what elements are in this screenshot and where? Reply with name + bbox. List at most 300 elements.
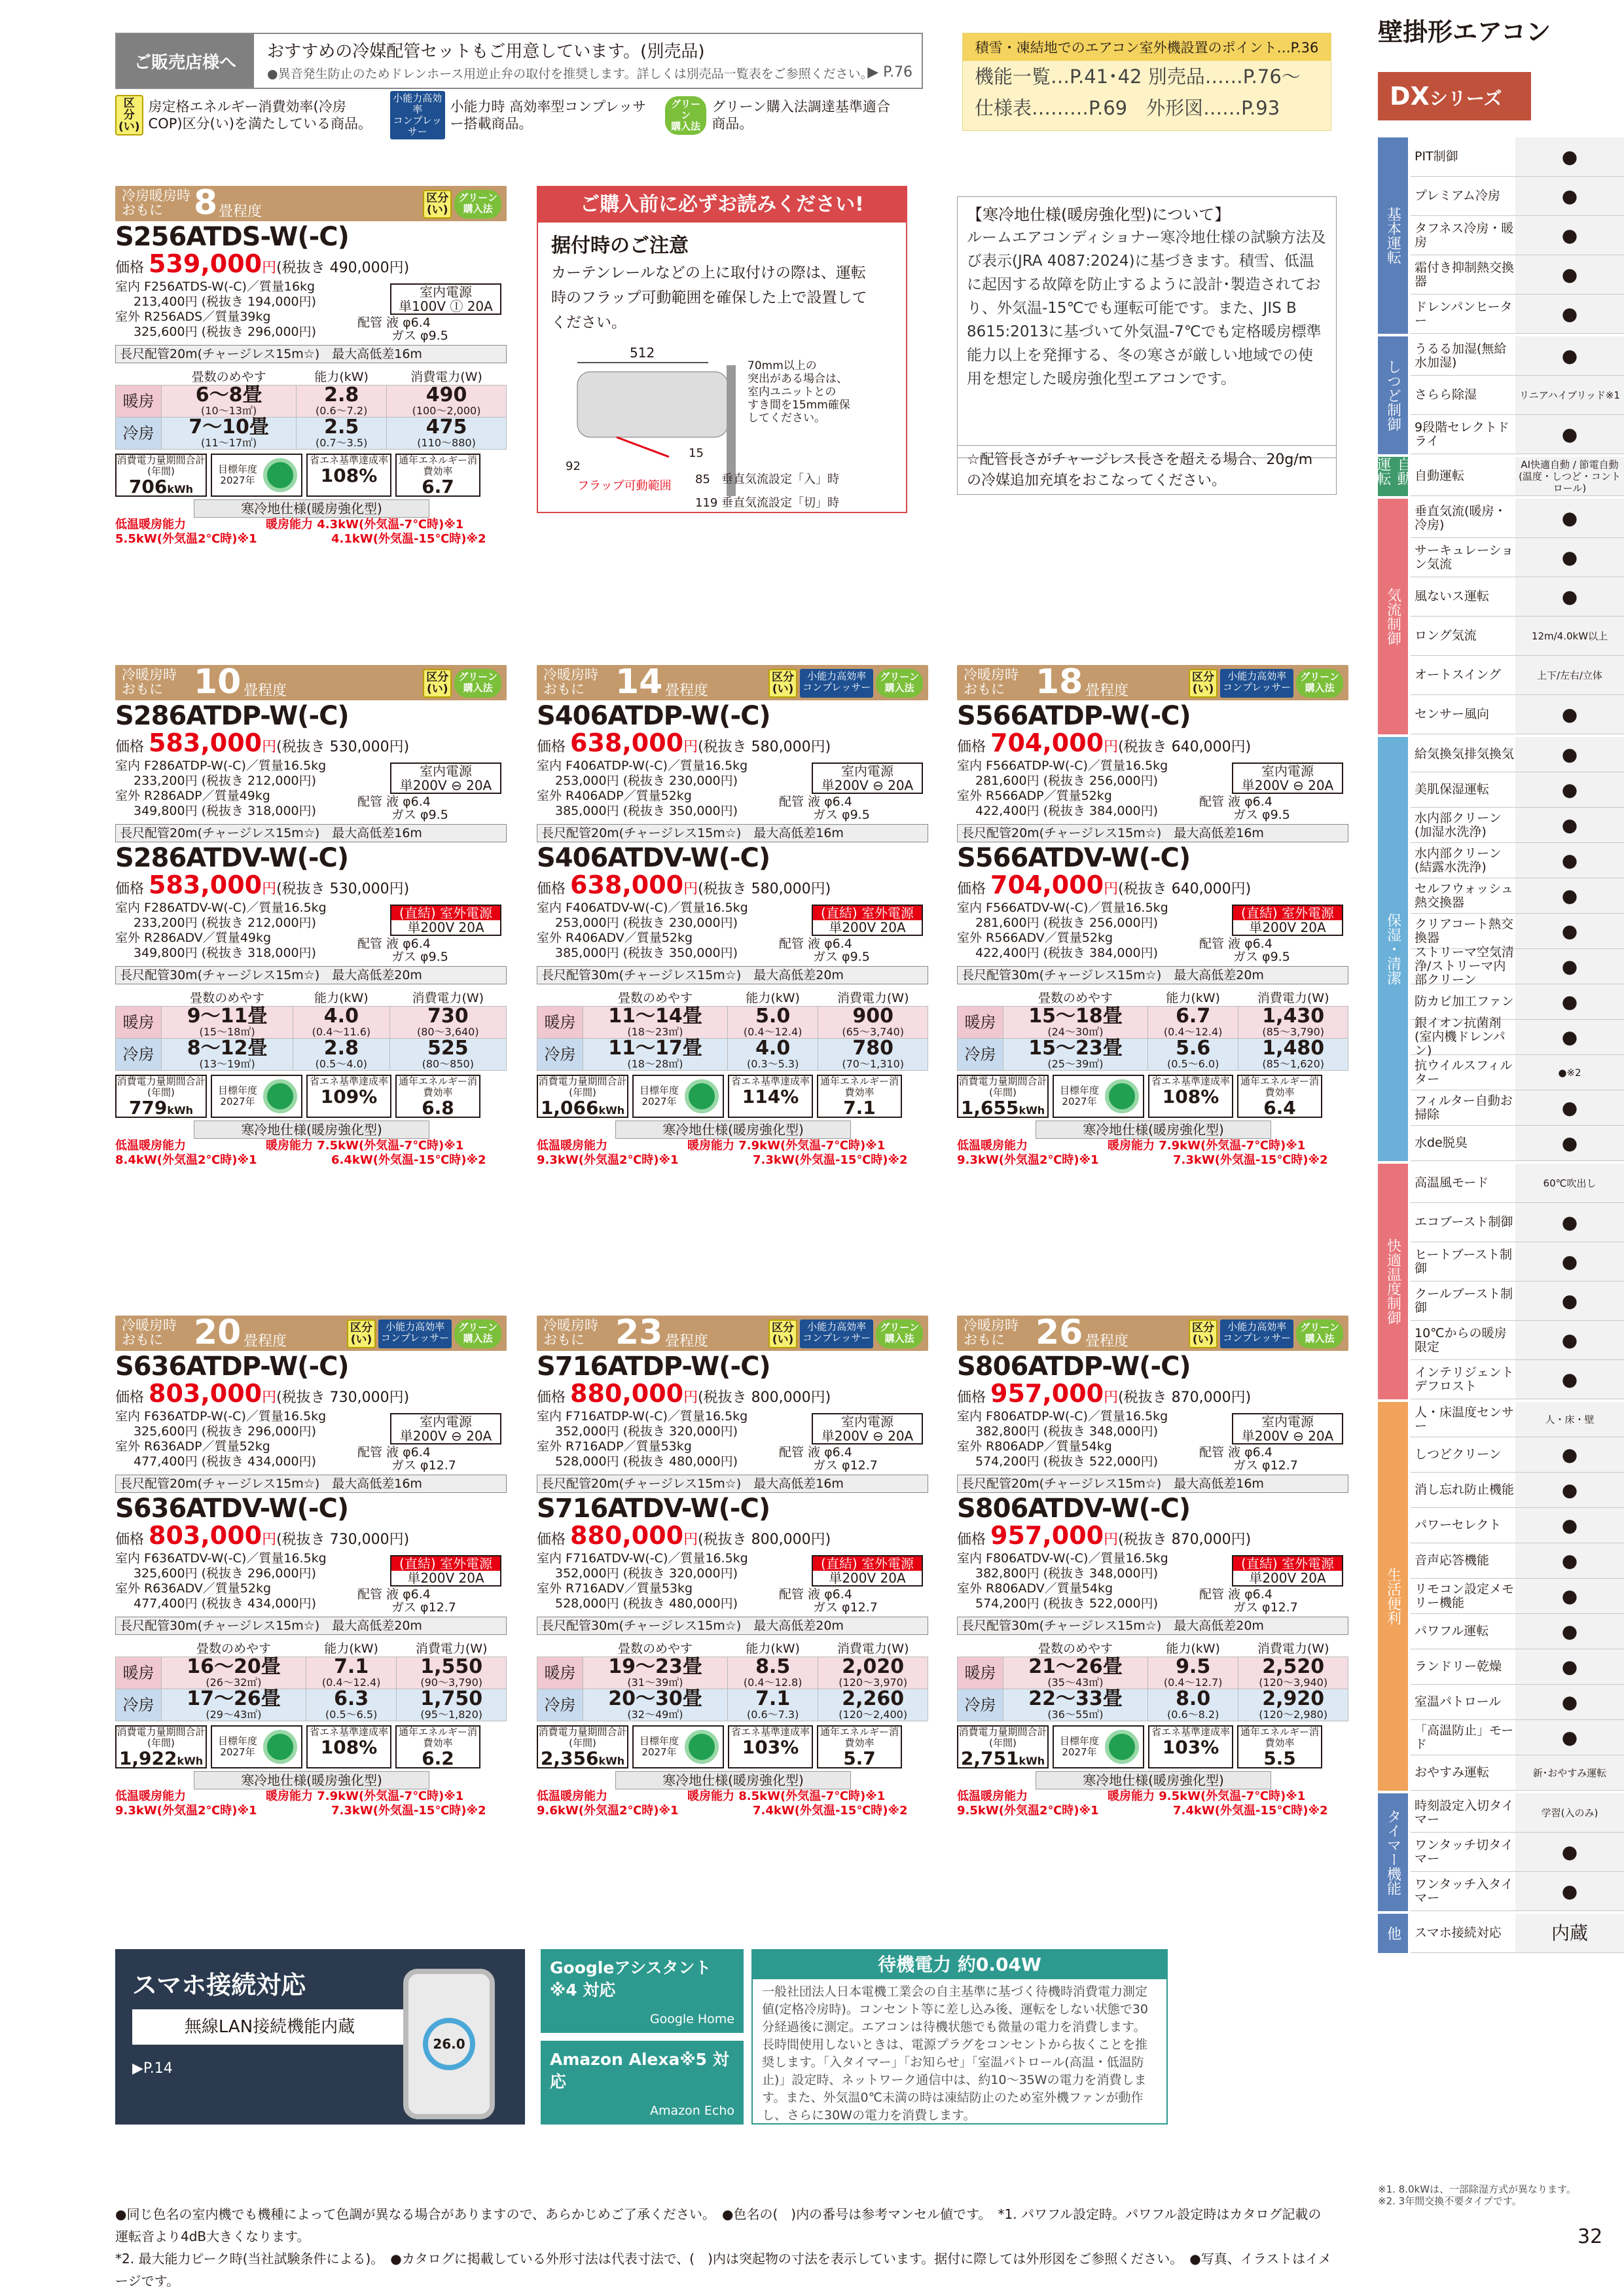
feature-category [1378, 1914, 1624, 1953]
cell-main: 1,550 [420, 1655, 483, 1678]
cell-main: 8.5 [755, 1655, 791, 1678]
cell-range: (0.6〜7.3) [746, 1708, 799, 1721]
feature-name: 垂直気流(暖房・冷房) [1415, 503, 1507, 532]
cell-main: 7〜10畳 [189, 416, 269, 439]
feature-row [1411, 538, 1624, 577]
price-label: 価格 [537, 1390, 570, 1406]
feature-name: 風ないス運転 [1415, 589, 1490, 603]
category-label: 他 [1378, 1914, 1408, 1953]
cell-range: (0.5〜6.0) [1166, 1058, 1219, 1070]
table-cell [1147, 1007, 1238, 1039]
spec-line: 253,000円 (税抜き 230,000円) [555, 916, 738, 930]
feature-name: セルフウォッシュ熱交換器 [1415, 881, 1513, 910]
product-card [537, 662, 928, 1170]
app-title: スマホ接続対応 [132, 1971, 306, 2000]
feature-value: ● [1515, 1649, 1624, 1684]
rate-unit: % [359, 1736, 378, 1758]
feature-row [1411, 1614, 1624, 1649]
price-line [115, 728, 507, 759]
kwh-unit: kWh [1019, 1755, 1045, 1767]
feature-row [1411, 1833, 1624, 1872]
spec-line: 室外 R636ADV／質量52kg [115, 1581, 272, 1596]
rate-number: 103 [1162, 1736, 1201, 1758]
ref-row[interactable]: 機能一覧…P.41･42 別売品……P.76〜 [975, 65, 1301, 88]
spec-line: 室外 R716ADV／質量53kg [537, 1581, 693, 1596]
kwh-label: 消費電力量期間合計(年間) [958, 1075, 1047, 1098]
cell-main: 19〜23畳 [608, 1655, 702, 1678]
feature-name: しつどクリーン [1415, 1447, 1502, 1462]
kwh-value [117, 1749, 206, 1771]
cell-main: 7.1 [755, 1687, 791, 1710]
spec-line: 室内 F636ATDP-W(-C)／質量16.5kg [115, 1409, 327, 1424]
cell-main: 2,920 [1262, 1687, 1325, 1710]
spec-line: 422,400円 (税抜き 384,000円) [975, 804, 1159, 818]
spec-block [537, 1409, 928, 1472]
feature-value: ● [1515, 415, 1624, 454]
model-name: S406ATDP-W(-C) [537, 701, 770, 731]
cool-mode-label: 冷房 [537, 1039, 583, 1071]
cell-main: 525 [427, 1037, 469, 1060]
price-line [115, 249, 507, 279]
annual-kwh [537, 1725, 628, 1768]
cell-range: (26〜32㎡) [206, 1676, 262, 1689]
card-heading [543, 668, 598, 696]
price-value: 704,000 [990, 728, 1104, 757]
model-name: S406ATDV-W(-C) [537, 843, 770, 873]
feature-name: パワーセレクト [1415, 1518, 1502, 1532]
feature-row [1411, 1164, 1624, 1203]
kwh-label: 消費電力量期間合計(年間) [117, 454, 206, 477]
flap-on-label: 垂直気流設定「入」時 [721, 473, 839, 486]
power-head: (直結) 室外電源 [1233, 1556, 1342, 1571]
feature-name: 音声応答機能 [1415, 1553, 1490, 1568]
price-yen: 円 [1104, 739, 1119, 755]
product-card [115, 1313, 507, 1821]
feature-name: 「高温防止」モード [1415, 1723, 1514, 1751]
kubun-badge: 区分 (い) [423, 669, 452, 698]
target-year-text: 目標年度2027年 [639, 1085, 679, 1107]
table-cell [583, 1657, 728, 1689]
low-temp-capacity [115, 1139, 507, 1170]
price-value: 957,000 [990, 1521, 1104, 1550]
pipe-length-row: 長尺配管20m(チャージレス15m☆) 最大高低差16m [115, 824, 507, 842]
spec-line: 室外 R286ADV／質量49kg [115, 931, 272, 945]
price-value: 638,000 [570, 870, 684, 899]
kwh-number: 2,751 [960, 1748, 1019, 1769]
card-heading [122, 1318, 177, 1347]
dealer-ref-link[interactable]: ▶ P.76 [867, 64, 912, 81]
power-source [812, 1413, 923, 1444]
pipe-label: 配管 [779, 795, 808, 809]
green-badge: グリーン 購入法 [876, 669, 923, 698]
cool-row [116, 1039, 507, 1071]
rate-value [1149, 1087, 1232, 1107]
cell-main: 15〜18畳 [1028, 1005, 1123, 1028]
feature-value: ● [1515, 949, 1624, 984]
energy-row [115, 1725, 507, 1768]
table-cell [297, 386, 387, 418]
spec-line: 室外 R566ADV／質量52kg [957, 931, 1113, 945]
dim-512: 512 [630, 345, 655, 361]
feature-value: ● [1515, 1090, 1624, 1125]
energy-row [957, 1725, 1348, 1768]
feature-row [1411, 1793, 1624, 1833]
heading-line1: 冷暖房時 [964, 1318, 1019, 1333]
feature-row [1411, 695, 1624, 734]
low-temp-capacity [115, 518, 507, 549]
pipe-liquid: 液 φ6.4 [1228, 1587, 1272, 1602]
cell-range: (85〜3,790) [1262, 1026, 1325, 1038]
price-label: 価格 [957, 739, 990, 755]
achievement-rate [1148, 1075, 1233, 1118]
kwh-label: 消費電力量期間合計(年間) [117, 1075, 206, 1098]
product-card [115, 183, 507, 549]
rate-label: 省エネ基準達成率 [309, 1075, 388, 1087]
price-tax: (税抜き 530,000円) [276, 881, 410, 897]
apf [1237, 1725, 1322, 1768]
kwh-value [958, 1098, 1047, 1121]
model-name: S806ATDV-W(-C) [957, 1494, 1191, 1524]
achievement-rate [306, 1075, 391, 1118]
spec-block [115, 279, 507, 342]
feature-row [1411, 1720, 1624, 1755]
dim-85: 85 [695, 473, 710, 486]
feature-row [1411, 656, 1624, 695]
spec-line: 325,600円 (税抜き 296,000円) [134, 325, 317, 339]
kwh-unit: kWh [177, 1755, 204, 1767]
price-line [115, 870, 507, 901]
table-cell [387, 386, 507, 418]
pipe-liquid: 液 φ6.4 [386, 1587, 431, 1602]
feature-value: ● [1515, 1126, 1624, 1160]
spec-line: 室外 R406ADV／質量52kg [537, 931, 693, 945]
feature-name: センサー風向 [1415, 707, 1490, 721]
dealer-line2: ●異音発生防止のためドレンホース用逆止弁の取付を推奨します。詳しくは別売品一覧表をご参照ください。 [267, 67, 873, 81]
cell-range: (0.6〜7.2) [315, 404, 368, 417]
category-label: 基本運転 [1378, 137, 1408, 334]
low-cap-value: 8.4kW(外気温2℃時)※1 [115, 1153, 257, 1167]
price-value: 803,000 [149, 1521, 262, 1550]
heat-cap-2: 7.3kW(外気温-15℃時)※2 [1173, 1153, 1328, 1167]
price-yen: 円 [262, 739, 277, 755]
table-cell [583, 1689, 728, 1721]
page-reference-box [962, 33, 1331, 131]
pipe-spec [357, 795, 501, 821]
rate-value [308, 1738, 390, 1757]
feature-category [1378, 137, 1624, 334]
series-suffix: シリーズ [1429, 88, 1502, 109]
price-line [537, 1521, 928, 1551]
feature-row [1411, 1242, 1624, 1282]
table-col-head: 消費電力(W) [1257, 1641, 1329, 1656]
kwh-unit: kWh [167, 1104, 194, 1117]
power-val: 単200V 20A [829, 1570, 906, 1586]
price-line [115, 1379, 507, 1409]
low-cap-value: 9.6kW(外気温2℃時)※1 [537, 1804, 679, 1818]
feature-value: ● [1515, 1242, 1624, 1281]
feature-row [1411, 1508, 1624, 1543]
rate-label: 省エネ基準達成率 [309, 454, 388, 466]
green-badge: グリーン 購入法 [665, 96, 706, 135]
heat-cap-2: 7.3kW(外気温-15℃時)※2 [331, 1804, 486, 1818]
heat-cap-1: 暖房能力 9.5kW(外気温-7℃時)※1 [1108, 1789, 1306, 1803]
pipe-spec [779, 795, 923, 821]
rate-number: 108 [320, 465, 359, 486]
feature-name: 10℃からの暖房限定 [1415, 1325, 1507, 1354]
heat-cap-1: 暖房能力 8.5kW(外気温-7℃時)※1 [687, 1789, 886, 1803]
power-source [390, 283, 501, 315]
annual-kwh [957, 1075, 1049, 1118]
spec-line: 室内 F286ATDV-W(-C)／質量16.5kg [115, 901, 327, 915]
pipe-length-row: 長尺配管30m(チャージレス15m☆) 最大高低差20m [537, 1617, 928, 1635]
heat-cap-1: 暖房能力 7.9kW(外気温-7℃時)※1 [1108, 1139, 1306, 1153]
kwh-number: 1,922 [118, 1748, 177, 1769]
spec-line: 349,800円 (税抜き 318,000円) [134, 804, 317, 818]
feature-name: サーキュレーション気流 [1415, 543, 1514, 571]
spec-line: 室内 F566ATDP-W(-C)／質量16.5kg [957, 759, 1168, 773]
achievement-rate [306, 454, 391, 497]
feature-row [1411, 1203, 1624, 1242]
rate-value [729, 1087, 812, 1107]
feature-row [1411, 376, 1624, 415]
pipe-spec [779, 1446, 923, 1472]
legend-text: グリーン購入法調達基準適合商品。 [712, 99, 890, 132]
table-col-head: 能力(kW) [324, 1641, 378, 1656]
cool-row [116, 418, 507, 450]
cold-spec-label: 寒冷地仕様(暖房強化型) [194, 1121, 429, 1139]
compressor-badge: 小能力高効率 コンプレッサー [800, 1319, 873, 1348]
feature-value: ● [1515, 177, 1624, 215]
spec-line: 室外 R566ADP／質量52kg [957, 789, 1112, 803]
feature-value: ● [1515, 1508, 1624, 1543]
category-label: しつど制御 [1378, 336, 1408, 454]
spec-block [537, 759, 928, 821]
low-cap-value: 9.3kW(外気温2℃時)※1 [957, 1153, 1099, 1167]
feature-name: ワンタッチ切タイマー [1415, 1837, 1513, 1866]
cell-main: 730 [427, 1005, 469, 1028]
cool-row [537, 1039, 928, 1071]
spec-line: 室外 R286ADP／質量49kg [115, 789, 270, 803]
kwh-unit: kWh [167, 483, 194, 495]
apf [817, 1725, 902, 1768]
category-label: 気流制御 [1378, 499, 1408, 734]
heading-line2: おもに [543, 681, 585, 697]
cell-main: 6.3 [334, 1687, 369, 1710]
feature-row [1411, 1914, 1624, 1953]
power-val: 単200V ⊖ 20A [1241, 778, 1334, 793]
eco-mark-icon [1105, 1730, 1139, 1764]
table-col-head: 能力(kW) [1166, 1641, 1220, 1656]
table-col-head: 能力(kW) [314, 370, 369, 384]
rate-label: 省エネ基準達成率 [731, 1726, 810, 1738]
cell-range: (0.4〜12.4) [1163, 1026, 1223, 1038]
feature-row [1411, 772, 1624, 808]
feature-value: AI快適自動 / 節電自動(温度・しつど・コントロール) [1515, 457, 1624, 495]
app-ref-link[interactable]: ▶P.14 [132, 2060, 173, 2077]
cell-range: (0.4〜12.4) [321, 1676, 381, 1689]
price-value: 704,000 [990, 870, 1104, 899]
spec-line: 385,000円 (税抜き 350,000円) [555, 804, 738, 818]
spec-block [537, 1551, 928, 1614]
dim-92: 92 [566, 459, 581, 473]
cell-range: (65〜3,740) [842, 1026, 905, 1038]
pipe-liquid: 液 φ6.4 [386, 315, 431, 330]
pipe-spec [1199, 937, 1343, 963]
heading-line2: おもに [964, 1332, 1005, 1348]
apf-label: 通年エネルギー消費効率 [398, 1075, 477, 1098]
cell-range: (85〜1,620) [1262, 1058, 1325, 1070]
pipe-spec [779, 937, 923, 963]
apf-value: 6.8 [422, 1097, 454, 1119]
energy-row [537, 1725, 928, 1768]
kwh-label: 消費電力量期間合計(年間) [538, 1075, 627, 1098]
cell-main: 16〜20畳 [187, 1655, 281, 1678]
power-head: 室内電源 [420, 284, 472, 300]
card-heading [122, 188, 190, 217]
model-name: S636ATDP-W(-C) [115, 1352, 349, 1382]
achievement-rate [728, 1075, 813, 1118]
table-cell [727, 1039, 818, 1071]
price-line [537, 1379, 928, 1409]
cell-main: 9〜11畳 [187, 1005, 268, 1028]
table-cell [1003, 1689, 1148, 1721]
heat-row [116, 1657, 507, 1689]
rate-label: 省エネ基準達成率 [309, 1726, 388, 1738]
spec-line: 室内 F256ATDS-W(-C)／質量16kg [115, 279, 316, 294]
feature-category [1378, 737, 1624, 1161]
feature-value: ● [1515, 737, 1624, 772]
feature-value: ● [1515, 1020, 1624, 1054]
spec-line: 528,000円 (税抜き 480,000円) [555, 1596, 738, 1611]
heat-mode-label: 暖房 [116, 1007, 162, 1039]
annual-kwh [115, 454, 207, 497]
price-label: 価格 [115, 260, 149, 276]
model-name: S716ATDP-W(-C) [537, 1352, 770, 1382]
apf-value: 7.1 [843, 1097, 876, 1119]
price-tax: (税抜き 800,000円) [698, 1390, 831, 1406]
category-label: 生活便利 [1378, 1402, 1408, 1791]
product-card [957, 662, 1348, 1170]
spec-table [115, 367, 507, 450]
feature-row [1411, 1016, 1624, 1058]
tatami-unit: 畳程度 [1085, 683, 1129, 699]
flap-off-label: 垂直気流設定「切」時 [721, 496, 839, 510]
power-head: (直結) 室外電源 [391, 906, 500, 920]
spec-line: 室内 F566ATDV-W(-C)／質量16.5kg [957, 901, 1168, 915]
spec-table [537, 1639, 928, 1721]
cell-main: 6.7 [1176, 1005, 1211, 1028]
standby-title: 待機電力 約0.04W [753, 1950, 1166, 1979]
spec-line: 281,600円 (税抜き 256,000円) [975, 916, 1159, 930]
cell-range: (11〜17㎡) [201, 437, 257, 449]
table-col-head: 消費電力(W) [415, 1641, 488, 1656]
feature-value: ● [1515, 1543, 1624, 1578]
card-heading [543, 1318, 598, 1347]
table-cell [1003, 1657, 1148, 1689]
price-tax: (税抜き 640,000円) [1118, 739, 1252, 755]
price-tax: (税抜き 870,000円) [1118, 1532, 1252, 1548]
pipe-label: 配管 [1199, 1445, 1229, 1460]
feature-row [1411, 1360, 1624, 1399]
feature-category [1378, 499, 1624, 734]
heading-line2: おもに [964, 681, 1005, 697]
feature-name: 美肌保湿運転 [1415, 782, 1490, 797]
price-value: 880,000 [570, 1379, 684, 1408]
spec-block [957, 901, 1348, 963]
price-tax: (税抜き 490,000円) [276, 260, 410, 276]
low-temp-capacity [957, 1789, 1348, 1821]
cell-range: (80〜850) [422, 1058, 474, 1070]
feature-value: ● [1515, 843, 1624, 878]
compressor-badge: 小能力高効率 コンプレッサー [390, 91, 445, 139]
ref-head[interactable]: 積雪・凍結地でのエアコン室外機設置のポイント…P.36 [963, 33, 1331, 61]
rate-label: 省エネ基準達成率 [1151, 1726, 1230, 1738]
heading-line2: おもに [122, 1332, 163, 1348]
feature-name: プレミアム冷房 [1415, 188, 1500, 203]
pipe-label: 配管 [779, 1445, 808, 1460]
table-cell [1238, 1007, 1348, 1039]
heat-mode-label: 暖房 [116, 1657, 162, 1689]
annual-kwh [115, 1725, 207, 1768]
table-col-head: 消費電力(W) [412, 991, 484, 1005]
card-badges [768, 1319, 923, 1348]
ref-row[interactable]: 仕様表………P.69 外形図……P.93 [975, 97, 1280, 119]
rate-value [308, 466, 390, 486]
cell-range: (90〜3,790) [420, 1676, 483, 1689]
card-badges [423, 669, 501, 698]
pipe-gas: ガス φ12.7 [1233, 1600, 1298, 1615]
legend-text: 房定格エネルギー消費効率(冷房COP)区分(い)を満たしている商品。 [148, 99, 372, 132]
model-name: S256ATDS-W(-C) [115, 222, 349, 252]
card-header [115, 1313, 507, 1352]
feature-value: 上下/左右/立体 [1515, 656, 1624, 694]
heat-mode-label: 暖房 [116, 386, 162, 418]
table-col-head: 消費電力(W) [1257, 991, 1329, 1005]
cell-main: 1,430 [1262, 1005, 1325, 1028]
power-head: 室内電源 [420, 763, 472, 779]
spec-line: 室内 F716ATDP-W(-C)／質量16.5kg [537, 1409, 748, 1424]
cell-range: (13〜19㎡) [199, 1058, 255, 1070]
heading-line2: おもに [543, 1332, 585, 1348]
spec-line: 室外 R406ADP／質量52kg [537, 789, 692, 803]
apf-label: 通年エネルギー消費効率 [398, 1726, 477, 1749]
table-cell [818, 1039, 928, 1071]
cell-range: (35〜43㎡) [1047, 1676, 1104, 1689]
card-heading [122, 668, 177, 696]
rate-unit: % [780, 1736, 799, 1758]
feature-value: ● [1515, 499, 1624, 537]
apf-label: 通年エネルギー消費効率 [820, 1726, 899, 1749]
kubun-badge: 区分 (い) [768, 669, 797, 698]
spec-line: 室外 R716ADP／質量53kg [537, 1439, 692, 1454]
card-badges [347, 1319, 501, 1348]
tatami-unit: 畳程度 [1085, 1333, 1129, 1350]
feature-row [1411, 1321, 1624, 1360]
cell-main: 4.0 [323, 1005, 359, 1028]
table-cell [162, 1039, 293, 1071]
rate-number: 108 [1162, 1086, 1201, 1107]
spec-line: 385,000円 (税抜き 350,000円) [555, 946, 738, 960]
pipe-spec [357, 1446, 501, 1472]
feature-name: 自動運転 [1415, 469, 1465, 483]
power-source [390, 762, 501, 794]
cell-range: (120〜3,970) [839, 1676, 908, 1689]
card-badges [1189, 1319, 1343, 1348]
power-val: 単100V Ⓘ 20A [399, 298, 493, 314]
target-year [211, 454, 302, 497]
feature-row [1411, 336, 1624, 376]
green-badge: グリーン 購入法 [1296, 669, 1343, 698]
